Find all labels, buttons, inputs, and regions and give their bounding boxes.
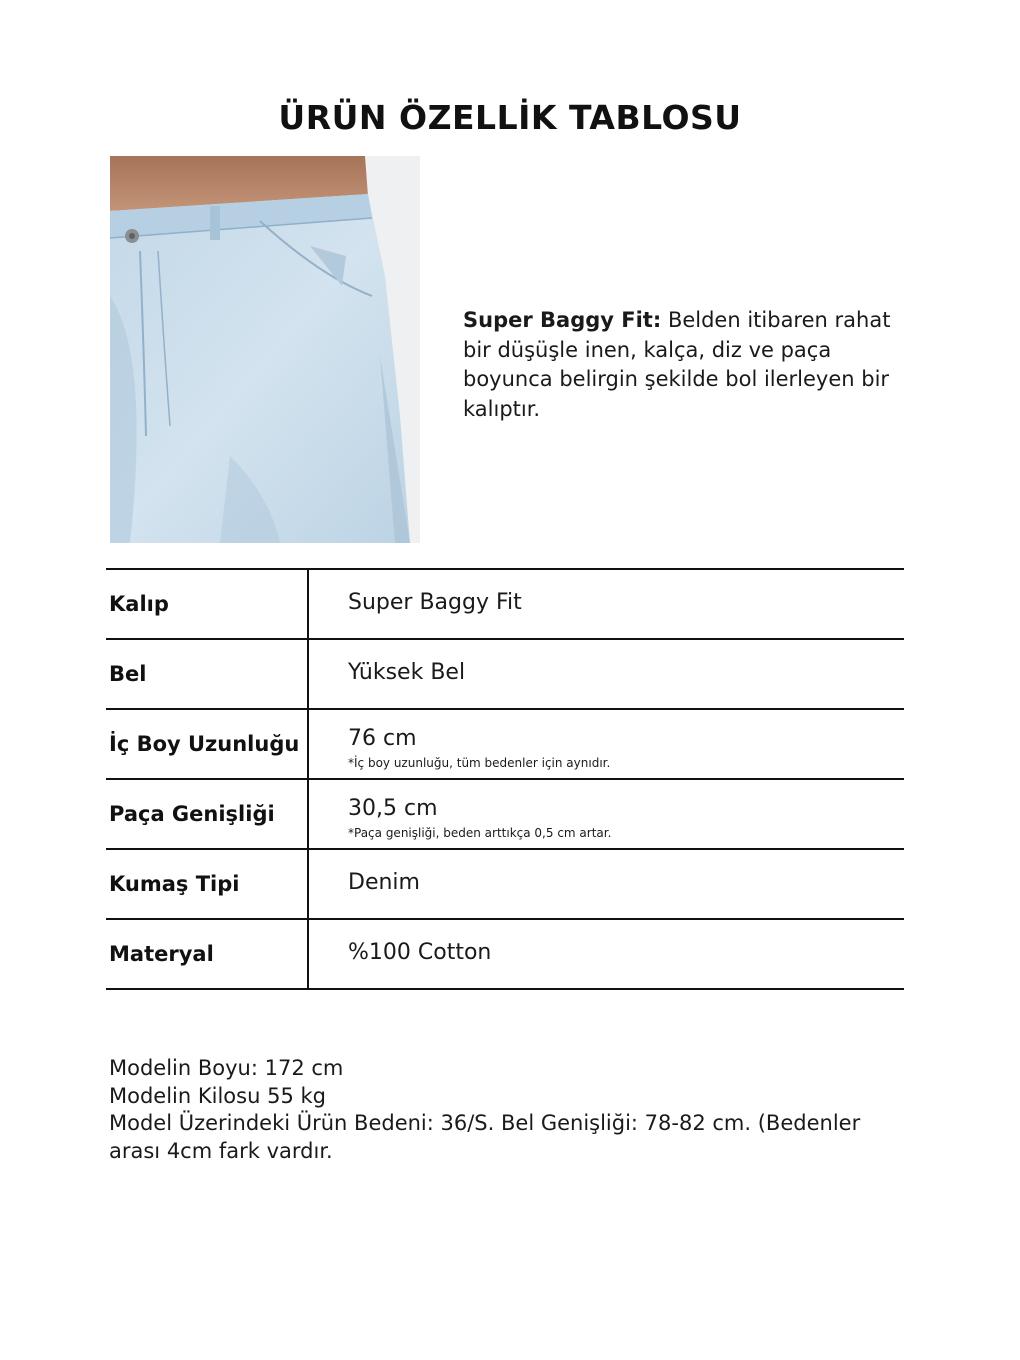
page-title: ÜRÜN ÖZELLİK TABLOSU xyxy=(278,98,742,137)
spec-table xyxy=(106,568,904,990)
column-divider xyxy=(307,850,309,918)
spec-note: *İç boy uzunluğu, tüm bedenler için aynıdır. xyxy=(348,756,611,770)
column-divider xyxy=(307,570,309,638)
column-divider xyxy=(307,920,309,988)
spec-value: 76 cm xyxy=(348,726,417,751)
column-divider xyxy=(307,640,309,708)
model-height: Modelin Boyu: 172 cm xyxy=(109,1056,344,1080)
spec-value: Denim xyxy=(348,870,420,895)
spec-row-kumas xyxy=(106,848,904,918)
model-weight: Modelin Kilosu 55 kg xyxy=(109,1083,326,1108)
spec-value: Yüksek Bel xyxy=(348,660,466,685)
spec-row-kalip xyxy=(106,568,904,638)
spec-label: İç Boy Uzunluğu xyxy=(109,732,300,756)
spec-note: *Paça genişliği, beden arttıkça 0,5 cm artar. xyxy=(348,826,612,840)
spec-label: Kalıp xyxy=(109,592,169,616)
spec-label: Paça Genişliği xyxy=(109,802,275,826)
fit-name: Super Baggy Fit: xyxy=(463,308,662,332)
spec-label: Kumaş Tipi xyxy=(109,872,240,896)
model-info xyxy=(109,1055,909,1165)
column-divider xyxy=(307,710,309,778)
spec-row-paca xyxy=(106,778,904,848)
spec-label: Bel xyxy=(109,662,147,686)
fit-description xyxy=(463,306,923,424)
model-size-line: Model Üzerindeki Ürün Bedeni: 36/S. Bel Genişliği: 78-82 cm. (Bedenler xyxy=(109,1111,861,1135)
spec-row-materyal xyxy=(106,918,904,990)
spec-row-ic-boy xyxy=(106,708,904,778)
product-photo xyxy=(110,156,420,543)
spec-value: %100 Cotton xyxy=(348,940,492,965)
model-size-line: arası 4cm fark vardır. xyxy=(109,1138,333,1163)
spec-label: Materyal xyxy=(109,942,214,966)
spec-value: 30,5 cm xyxy=(348,796,438,821)
column-divider xyxy=(307,780,309,848)
spec-value: Super Baggy Fit xyxy=(348,590,522,615)
fit-description-text: Belden itibaren rahat bir düşüşle inen, kalça, diz ve paça boyunca belirgin şekilde bol ilerleyen bir kalıptır. xyxy=(463,308,891,421)
spec-row-bel xyxy=(106,638,904,708)
